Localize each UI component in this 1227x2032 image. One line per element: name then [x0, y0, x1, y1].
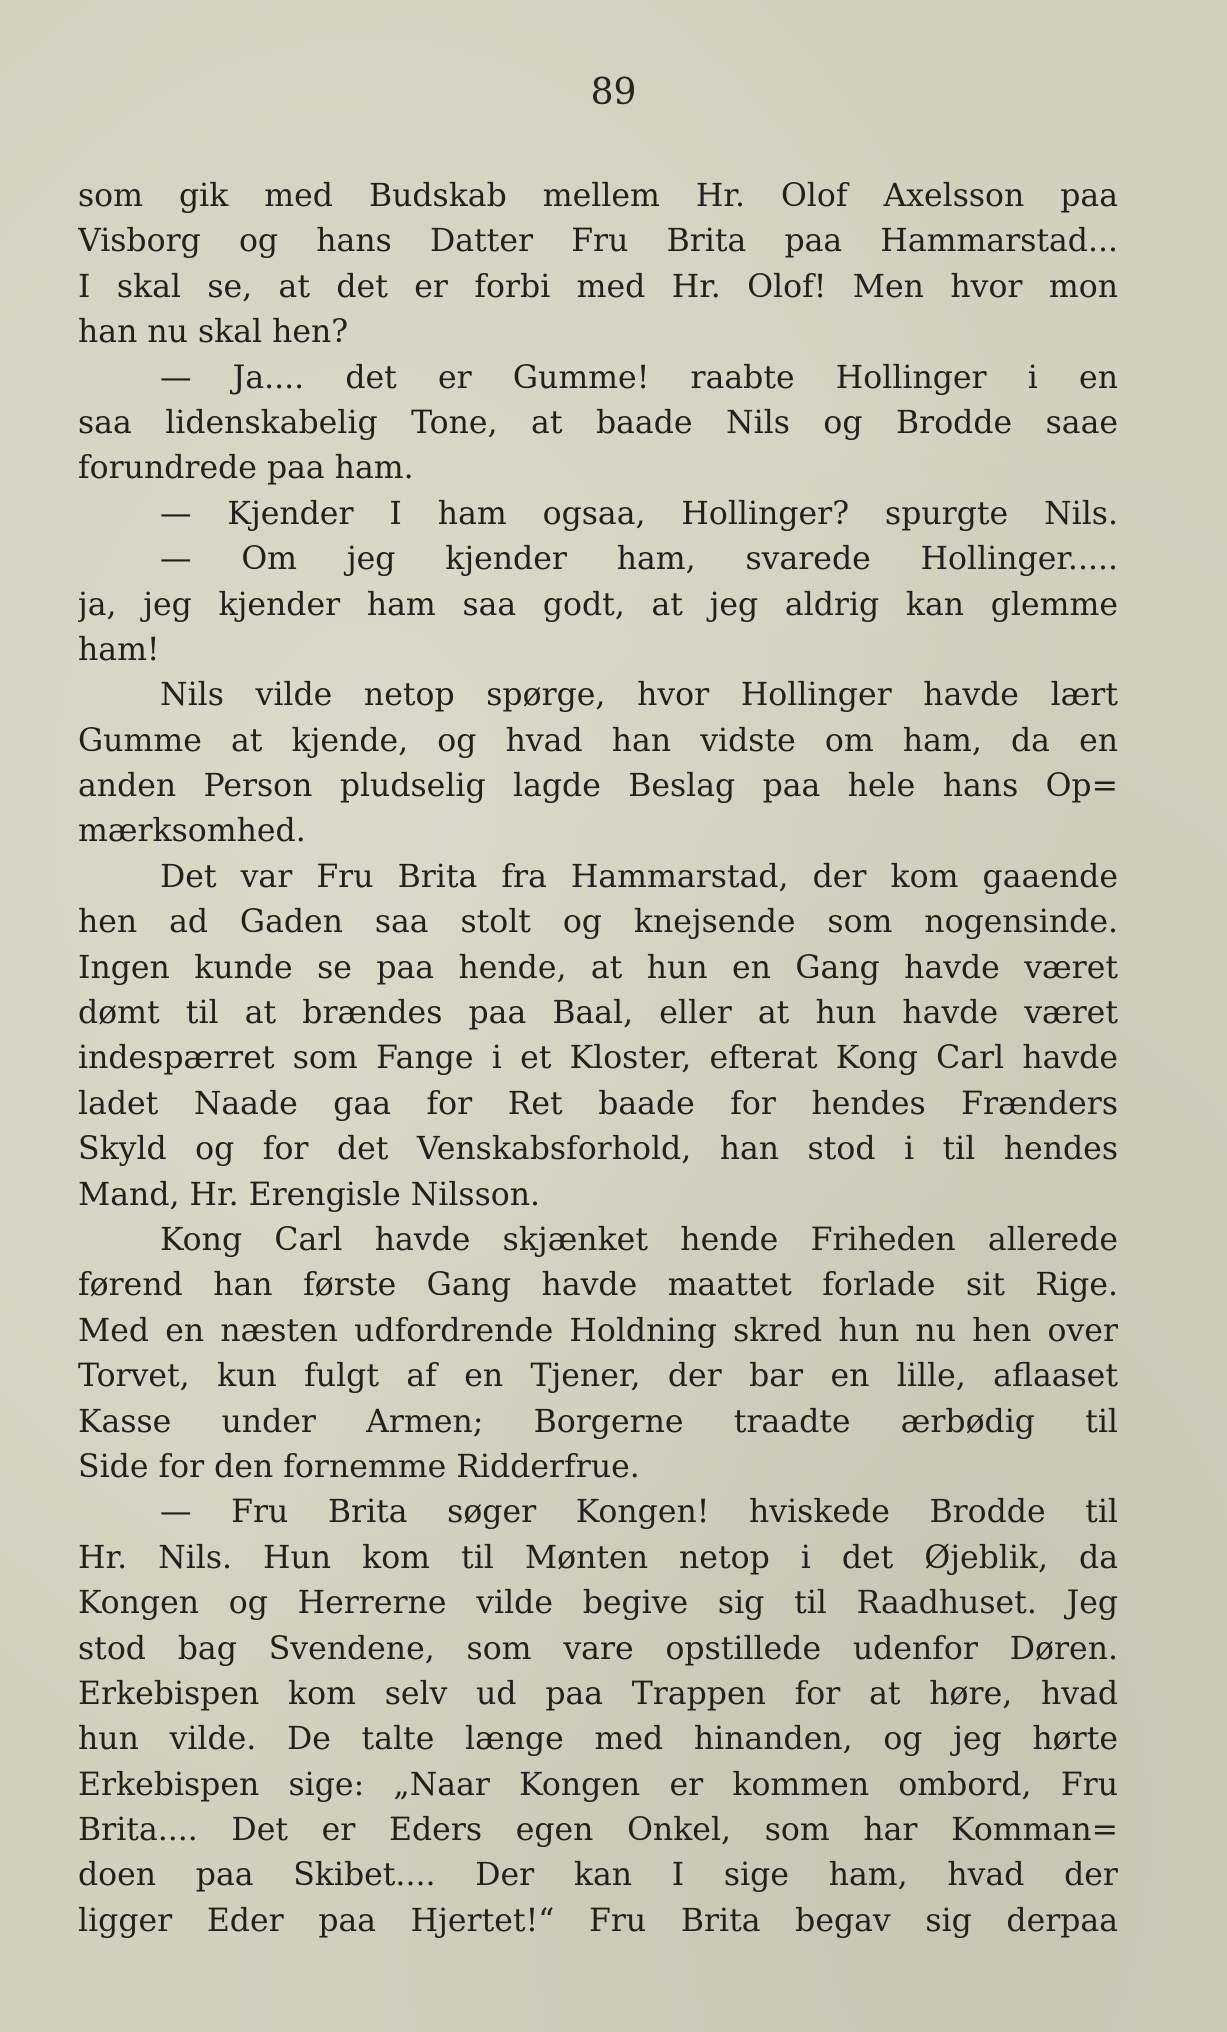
text-line: Med en næsten udfordrende Holdning skred hun nu hen over	[78, 1312, 1118, 1349]
text-line: dømt til at brændes paa Baal, eller at hun havde været	[78, 995, 1118, 1032]
text-line: — Om jeg kjender ham, svarede Hollinger.....	[160, 541, 1118, 578]
text-line: Skyld og for det Venskabsforhold, han stod i til hendes	[78, 1131, 1118, 1168]
text-line: ladet Naade gaa for Ret baade for hendes Frænders	[78, 1085, 1118, 1122]
page-number: 89	[590, 72, 637, 113]
text-line: Torvet, kun fulgt af en Tjener, der bar en lille, aflaaset	[78, 1358, 1118, 1395]
text-line: ja, jeg kjender ham saa godt, at jeg aldrig kan glemme	[78, 586, 1118, 623]
text-line: Erkebispen kom selv ud paa Trappen for at høre, hvad	[78, 1675, 1118, 1712]
text-line: indespærret som Fange i et Kloster, efterat Kong Carl havde	[78, 1040, 1118, 1077]
text-line: mærksomhed.	[78, 813, 306, 850]
text-line: førend han første Gang havde maattet forlade sit Rige.	[78, 1267, 1118, 1304]
text-line: doen paa Skibet.... Der kan I sige ham, hvad der	[78, 1857, 1118, 1894]
text-line: han nu skal hen?	[78, 314, 349, 351]
text-line: Hr. Nils. Hun kom til Mønten netop i det Øjeblik, da	[78, 1539, 1118, 1576]
text-line: — Fru Brita søger Kongen! hviskede Brodde til	[160, 1494, 1118, 1531]
text-line: Brita.... Det er Eders egen Onkel, som har Komman=	[78, 1812, 1118, 1849]
text-line: ligger Eder paa Hjertet!“ Fru Brita begav sig derpaa	[78, 1902, 1118, 1939]
text-line: stod bag Svendene, som vare opstillede udenfor Døren.	[78, 1630, 1118, 1667]
text-line: — Kjender I ham ogsaa, Hollinger? spurgte Nils.	[160, 495, 1118, 532]
text-line: Kong Carl havde skjænket hende Friheden allerede	[160, 1221, 1118, 1258]
text-line: hun vilde. De talte længe med hinanden, og jeg hørte	[78, 1721, 1118, 1758]
text-line: Side for den fornemme Ridderfrue.	[78, 1448, 640, 1485]
text-line: Kasse under Armen; Borgerne traadte ærbødig til	[78, 1403, 1118, 1440]
text-line: Ingen kunde se paa hende, at hun en Gang havde været	[78, 949, 1118, 986]
text-line: Det var Fru Brita fra Hammarstad, der kom gaaende	[160, 858, 1118, 895]
text-line: saa lidenskabelig Tone, at baade Nils og Brodde saae	[78, 404, 1118, 441]
text-line: Nils vilde netop spørge, hvor Hollinger havde lært	[160, 677, 1118, 714]
text-line: forundrede paa ham.	[78, 450, 414, 487]
text-line: Visborg og hans Datter Fru Brita paa Hammarstad...	[78, 223, 1118, 260]
text-line: Kongen og Herrerne vilde begive sig til Raadhuset. Jeg	[78, 1585, 1118, 1622]
text-line: Erkebispen sige: „Naar Kongen er kommen ombord, Fru	[78, 1766, 1118, 1803]
text-line: I skal se, at det er forbi med Hr. Olof! Men hvor mon	[78, 268, 1118, 305]
body-text	[78, 174, 1118, 1944]
text-line: — Ja.... det er Gumme! raabte Hollinger i en	[160, 359, 1118, 396]
text-line: Mand, Hr. Erengisle Nilsson.	[78, 1176, 541, 1213]
text-line: ham!	[78, 631, 160, 668]
text-line: anden Person pludselig lagde Beslag paa hele hans Op=	[78, 768, 1118, 805]
text-line: som gik med Budskab mellem Hr. Olof Axelsson paa	[78, 178, 1118, 214]
text-line: hen ad Gaden saa stolt og knejsende som nogensinde.	[78, 904, 1118, 941]
text-line: Gumme at kjende, og hvad han vidste om ham, da en	[78, 722, 1118, 759]
